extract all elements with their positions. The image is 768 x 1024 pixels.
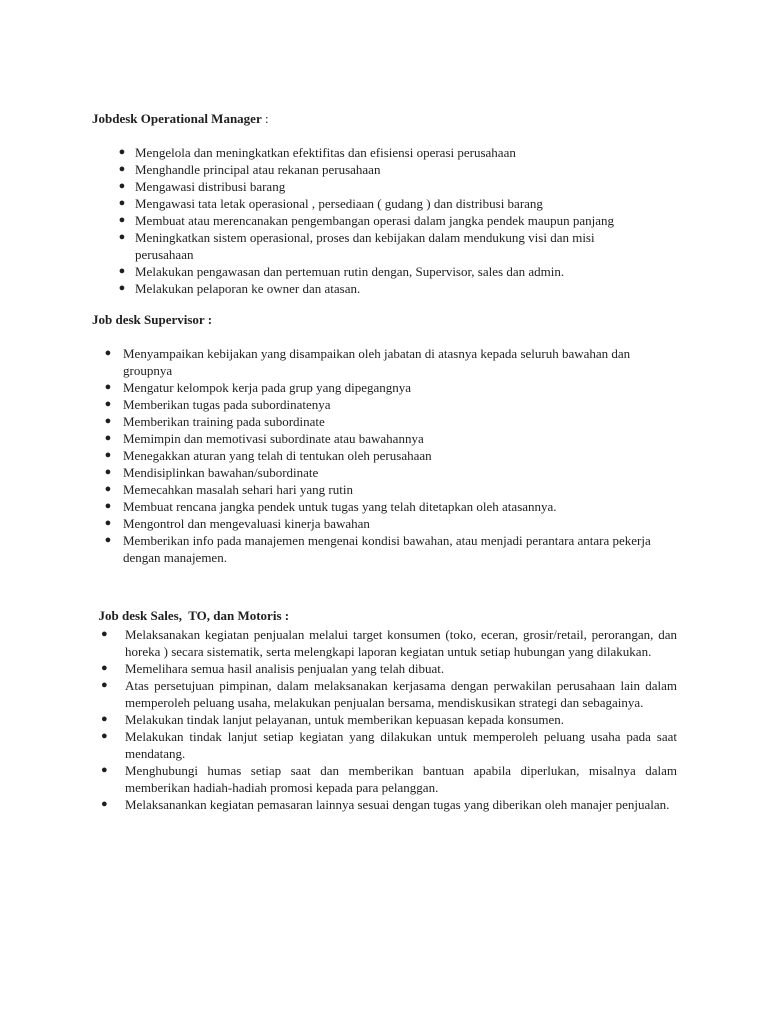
list-item-text: Melakukan tindak lanjut pelayanan, untuk memberikan kepuasan kepada konsumen.	[125, 712, 564, 727]
list-item-text: Menghandle principal atau rekanan perusahaan	[135, 162, 381, 177]
bullet-icon: ●	[104, 347, 112, 359]
bullet-icon: ●	[104, 500, 112, 512]
list-item-text: Menghubungi humas setiap saat dan memberikan bantuan apabila diperlukan, misalnya dalam memberikan hadiah-hadiah promosi kepada para pelanggan.	[125, 763, 677, 795]
list-item-text: Memberikan tugas pada subordinatenya	[123, 397, 331, 412]
list-item	[104, 447, 663, 464]
bullet-icon: ●	[118, 197, 126, 209]
bullet-icon: ●	[104, 483, 112, 495]
list-item-text: Memberikan training pada subordinate	[123, 414, 325, 429]
bullet-icon: ●	[104, 466, 112, 478]
section-title: Jobdesk Operational Manager	[92, 111, 262, 126]
list-item	[104, 345, 663, 379]
section-heading-operational-manager	[92, 110, 269, 127]
list-item-text: Melakukan pengawasan dan pertemuan rutin dengan, Supervisor, sales dan admin.	[135, 264, 565, 279]
list-item-text: Mengawasi distribusi barang	[135, 179, 286, 194]
list-item	[104, 515, 663, 532]
list-item-text: Meningkatkan sistem operasional, proses dan kebijakan dalam mendukung visi dan misi perusahaan	[135, 230, 595, 262]
operational-manager-list	[118, 144, 655, 297]
bullet-icon: ●	[104, 381, 112, 393]
list-item-text: Mendisiplinkan bawahan/subordinate	[123, 465, 319, 480]
list-item	[101, 711, 677, 728]
list-item-text: Melaksanakan kegiatan penjualan melalui target konsumen (toko, eceran, grosir/retail, perorangan, dan horeka ) secara sistematik, serta melengkapi laporan kegiatan untuk setiap hubungan yang dilakukan.	[125, 627, 677, 659]
list-item	[118, 161, 655, 178]
list-item	[101, 677, 677, 711]
list-item-text: Membuat rencana jangka pendek untuk tugas yang telah ditetapkan oleh atasannya.	[123, 499, 557, 514]
list-item	[101, 660, 677, 677]
list-item	[104, 532, 663, 566]
section-title: Job desk Sales, TO, dan Motoris :	[98, 608, 290, 623]
list-item	[101, 762, 677, 796]
bullet-icon: ●	[118, 214, 126, 226]
list-item	[104, 464, 663, 481]
bullet-icon: ●	[118, 146, 126, 158]
list-item-text: Memberikan info pada manajemen mengenai kondisi bawahan, atau menjadi perantara antara pekerja dengan manajemen.	[123, 533, 651, 565]
section-heading-sales	[92, 590, 289, 624]
bullet-icon: ●	[118, 265, 126, 277]
list-item	[118, 212, 655, 229]
bullet-icon: ●	[101, 798, 108, 810]
list-item-text: Melaksanankan kegiatan pemasaran lainnya sesuai dengan tugas yang diberikan oleh manajer penjualan.	[125, 797, 670, 812]
bullet-icon: ●	[101, 628, 108, 640]
bullet-icon: ●	[101, 662, 108, 674]
bullet-icon: ●	[118, 282, 126, 294]
bullet-icon: ●	[104, 432, 112, 444]
list-item	[104, 379, 663, 396]
bullet-icon: ●	[101, 679, 108, 691]
supervisor-list	[104, 345, 663, 566]
list-item-text: Memelihara semua hasil analisis penjualan yang telah dibuat.	[125, 661, 445, 676]
list-item-text: Mengelola dan meningkatkan efektifitas dan efisiensi operasi perusahaan	[135, 145, 516, 160]
bullet-icon: ●	[101, 764, 108, 776]
bullet-icon: ●	[104, 415, 112, 427]
bullet-icon: ●	[104, 517, 112, 529]
bullet-icon: ●	[104, 398, 112, 410]
list-item-text: Melakukan pelaporan ke owner dan atasan.	[135, 281, 361, 296]
section-title: Job desk Supervisor :	[92, 312, 213, 327]
list-item	[101, 796, 677, 813]
bullet-icon: ●	[101, 730, 108, 742]
list-item	[101, 728, 677, 762]
list-item	[118, 229, 655, 263]
list-item	[104, 396, 663, 413]
list-item	[104, 413, 663, 430]
list-item-text: Memimpin dan memotivasi subordinate atau bawahannya	[123, 431, 424, 446]
list-item-text: Atas persetujuan pimpinan, dalam melaksanakan kerjasama dengan perwakilan perusahaan lain dalam memperoleh peluang usaha, melakukan penjualan bersama, mendiskusikan strategi dan sebagainya.	[125, 678, 677, 710]
section-title-colon: :	[261, 111, 269, 126]
list-item-text: Menyampaikan kebijakan yang disampaikan oleh jabatan di atasnya kepada seluruh bawahan dan groupnya	[123, 346, 631, 378]
list-item	[118, 144, 655, 161]
bullet-icon: ●	[101, 713, 108, 725]
section-heading-supervisor	[92, 311, 212, 328]
list-item	[104, 430, 663, 447]
list-item-text: Menegakkan aturan yang telah di tentukan oleh perusahaan	[123, 448, 432, 463]
list-item-text: Mengontrol dan mengevaluasi kinerja bawahan	[123, 516, 370, 531]
list-item	[104, 481, 663, 498]
bullet-icon: ●	[118, 231, 126, 243]
list-item-text: Melakukan tindak lanjut setiap kegiatan yang dilakukan untuk memperoleh peluang usaha pada saat mendatang.	[125, 729, 677, 761]
bullet-icon: ●	[104, 534, 112, 546]
bullet-icon: ●	[118, 163, 126, 175]
list-item	[118, 263, 655, 280]
list-item	[104, 498, 663, 515]
sales-list	[101, 626, 677, 813]
bullet-icon: ●	[104, 449, 112, 461]
list-item	[118, 178, 655, 195]
list-item-text: Mengawasi tata letak operasional , persediaan ( gudang ) dan distribusi barang	[135, 196, 543, 211]
list-item	[101, 626, 677, 660]
list-item-text: Mengatur kelompok kerja pada grup yang dipegangnya	[123, 380, 412, 395]
bullet-icon: ●	[118, 180, 126, 192]
list-item-text: Membuat atau merencanakan pengembangan operasi dalam jangka pendek maupun panjang	[135, 213, 615, 228]
list-item-text: Memecahkan masalah sehari hari yang rutin	[123, 482, 353, 497]
list-item	[118, 280, 655, 297]
list-item	[118, 195, 655, 212]
